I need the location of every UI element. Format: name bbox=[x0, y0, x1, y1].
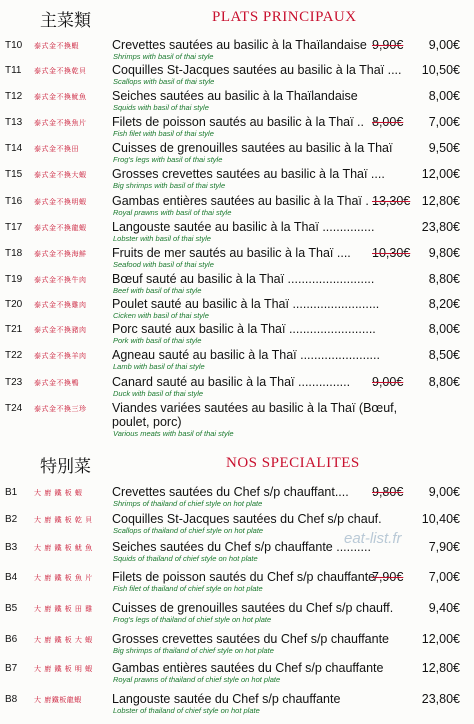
item-name: Bœuf sauté au basilic à la Thaï ......................... bbox=[112, 272, 375, 286]
item-name: Coquilles St-Jacques sautées du Chef s/p chauf. bbox=[112, 512, 382, 526]
item-name: Seiches sautées au basilic à la Thaïlandaise bbox=[112, 89, 358, 103]
menu-item bbox=[0, 601, 474, 627]
item-subtitle: Duck with basil of thai style bbox=[113, 389, 204, 398]
menu-item bbox=[0, 570, 474, 596]
item-code: B6 bbox=[5, 634, 18, 645]
section-title-zh: 特別菜 bbox=[40, 457, 91, 477]
item-code: T19 bbox=[5, 274, 23, 285]
item-code: B7 bbox=[5, 663, 18, 674]
item-subtitle: Various meats with basil of thai style bbox=[113, 429, 234, 438]
item-name: Filets de poisson sautés au basilic à la Thaï .. bbox=[112, 115, 364, 129]
menu-item bbox=[0, 661, 474, 687]
item-name: Porc sauté aux basilic à la Thaï ......................... bbox=[112, 322, 376, 336]
item-name: Crevettes sautées du Chef s/p chauffant.... bbox=[112, 485, 349, 499]
item-code: T24 bbox=[5, 403, 23, 414]
section-title-zh: 主菜類 bbox=[40, 11, 91, 31]
item-subtitle: Fish filet of thailand of chief style on hot plate bbox=[113, 584, 263, 593]
item-subtitle: Lobster of thailand of chief style on hot plate bbox=[113, 706, 260, 715]
item-subtitle: Pork with basil of thai style bbox=[113, 336, 202, 345]
item-name-zh: 大 廚 鐵 板 乾 貝 bbox=[34, 516, 93, 524]
menu-item bbox=[0, 167, 474, 193]
item-code: T16 bbox=[5, 196, 23, 207]
item-name-zh: 大 廚鐵板龍蝦 bbox=[34, 696, 82, 704]
item-name-zh: 泰式金不換乾貝 bbox=[34, 67, 87, 75]
item-price: 23,80€ bbox=[421, 692, 460, 706]
section-header-main bbox=[0, 6, 474, 30]
item-name-continued: poulet, porc) bbox=[112, 415, 182, 429]
item-code: T10 bbox=[5, 40, 23, 51]
item-name: Langouste sautée du Chef s/p chauffante bbox=[112, 692, 341, 706]
item-name-zh: 大 廚 鐵 板 大 蝦 bbox=[34, 636, 93, 644]
item-subtitle: Frog's legs of thailand of chief style on hot plate bbox=[113, 615, 272, 624]
item-name: Seiches sautées du Chef s/p chauffante .......... bbox=[112, 540, 371, 554]
item-code: T18 bbox=[5, 248, 23, 259]
item-subtitle: Fish filet with basil of thai style bbox=[113, 129, 214, 138]
item-code: B5 bbox=[5, 603, 18, 614]
item-code: T14 bbox=[5, 143, 23, 154]
item-name: Filets de poisson sautés du Chef s/p chauffante bbox=[112, 570, 376, 584]
item-price: 9,80€ bbox=[428, 246, 460, 260]
item-code: T12 bbox=[5, 91, 23, 102]
item-old-price: 8,00€ bbox=[372, 115, 404, 129]
item-price: 23,80€ bbox=[421, 220, 460, 234]
item-name-zh: 泰式金不換田 bbox=[34, 145, 79, 153]
item-price: 7,90€ bbox=[428, 540, 460, 554]
item-subtitle: Big shrimps with basil of thai style bbox=[113, 181, 226, 190]
item-subtitle: Royal prawns with basil of thai style bbox=[113, 208, 232, 217]
item-subtitle: Scallops with basil of thai style bbox=[113, 77, 215, 86]
item-old-price: 7,90€ bbox=[372, 570, 404, 584]
item-name-zh: 大 廚 鐵 板 魷 魚 bbox=[34, 544, 93, 552]
item-name: Fruits de mer sautés au basilic à la Thaï .... bbox=[112, 246, 351, 260]
item-code: T15 bbox=[5, 169, 23, 180]
item-name-zh: 泰式金不換大蝦 bbox=[34, 171, 87, 179]
menu-item bbox=[0, 220, 474, 246]
item-name: Canard sauté au basilic à la Thaï ............... bbox=[112, 375, 351, 389]
item-price: 9,00€ bbox=[428, 485, 460, 499]
item-price: 12,80€ bbox=[421, 661, 460, 675]
item-price: 8,80€ bbox=[428, 272, 460, 286]
item-old-price: 9,90€ bbox=[372, 38, 404, 52]
section-title-fr: NOS SPECIALITES bbox=[226, 455, 360, 471]
menu-item bbox=[0, 194, 474, 220]
item-name-zh: 泰式金不換豬肉 bbox=[34, 326, 87, 334]
item-price: 9,50€ bbox=[428, 141, 460, 155]
item-code: T13 bbox=[5, 117, 23, 128]
item-subtitle: Seafood with basil of thai style bbox=[113, 260, 214, 269]
watermark: eat-list.fr bbox=[344, 530, 402, 547]
item-name-zh: 泰式金不換鴨 bbox=[34, 379, 79, 387]
menu-item bbox=[0, 512, 474, 538]
menu-item bbox=[0, 322, 474, 348]
item-code: T21 bbox=[5, 324, 23, 335]
item-name-zh: 泰式金不換魚片 bbox=[34, 119, 87, 127]
item-name: Langouste sautée au basilic à la Thaï ............... bbox=[112, 220, 375, 234]
item-subtitle: Beef with basil of thai style bbox=[113, 286, 202, 295]
item-price: 9,40€ bbox=[428, 601, 460, 615]
menu-item bbox=[0, 375, 474, 401]
item-price: 8,00€ bbox=[428, 322, 460, 336]
item-subtitle: Royal prawns of thailand of chief style on hot plate bbox=[113, 675, 281, 684]
menu-item bbox=[0, 485, 474, 511]
item-name: Grosses crevettes sautées du Chef s/p chauffante bbox=[112, 632, 390, 646]
menu-item bbox=[0, 632, 474, 658]
item-price: 8,00€ bbox=[428, 89, 460, 103]
item-name-zh: 大 廚 鐵 板 魚 片 bbox=[34, 574, 93, 582]
item-code: B3 bbox=[5, 542, 18, 553]
item-name-zh: 泰式金不換蝦 bbox=[34, 42, 79, 50]
item-name-zh: 泰式金不換海鮮 bbox=[34, 250, 87, 258]
item-price: 10,40€ bbox=[421, 512, 460, 526]
item-code: T17 bbox=[5, 222, 23, 233]
item-subtitle: Squids of thailand of chief style on hot plate bbox=[113, 554, 258, 563]
item-subtitle: Shrimps with basil of thai style bbox=[113, 52, 214, 61]
item-code: B2 bbox=[5, 514, 18, 525]
item-name: Crevettes sautées au basilic à la Thaïlandaise bbox=[112, 38, 367, 52]
item-price: 8,80€ bbox=[428, 375, 460, 389]
item-name: Gambas entières sautées au basilic à la Thaï . bbox=[112, 194, 369, 208]
item-code: B8 bbox=[5, 694, 18, 705]
item-subtitle: Scallops of thailand of chief style on hot plate bbox=[113, 526, 264, 535]
item-name: Poulet sauté au basilic à la Thaï ......................... bbox=[112, 297, 380, 311]
item-code: T22 bbox=[5, 350, 23, 361]
item-name: Coquilles St-Jacques sautées au basilic à la Thaï .... bbox=[112, 63, 402, 77]
item-name-zh: 泰式金不換三珍 bbox=[34, 405, 87, 413]
menu-item bbox=[0, 272, 474, 298]
item-name: Viandes variées sautées au basilic à la Thaï (Bœuf, bbox=[112, 401, 398, 415]
menu-item bbox=[0, 89, 474, 115]
menu-item bbox=[0, 246, 474, 272]
menu-item bbox=[0, 401, 474, 441]
section-header-specials bbox=[0, 452, 474, 476]
item-name-zh: 泰式金不換魷魚 bbox=[34, 93, 87, 101]
item-code: B4 bbox=[5, 572, 18, 583]
item-price: 7,00€ bbox=[428, 570, 460, 584]
item-name: Grosses crevettes sautées au basilic à la Thaï .... bbox=[112, 167, 385, 181]
menu-item bbox=[0, 348, 474, 374]
item-name-zh: 大 廚 鐵 板 蝦 bbox=[34, 489, 83, 497]
menu-item bbox=[0, 38, 474, 64]
item-code: T11 bbox=[5, 65, 22, 76]
menu-item bbox=[0, 63, 474, 89]
menu-item bbox=[0, 115, 474, 141]
item-subtitle: Squids with basil of thai style bbox=[113, 103, 209, 112]
item-old-price: 9,00€ bbox=[372, 375, 404, 389]
menu-item bbox=[0, 540, 474, 566]
item-old-price: 9,80€ bbox=[372, 485, 404, 499]
menu-item bbox=[0, 297, 474, 323]
menu-item bbox=[0, 692, 474, 718]
item-code: T23 bbox=[5, 377, 23, 388]
item-name-zh: 泰式金不換龍蝦 bbox=[34, 224, 87, 232]
item-name: Cuisses de grenouilles sautées au basilic à la Thaï bbox=[112, 141, 393, 155]
item-subtitle: Lobster with basil of thai style bbox=[113, 234, 211, 243]
item-subtitle: Lamb with basil of thai style bbox=[113, 362, 205, 371]
item-subtitle: Frog's legs with basil of thai style bbox=[113, 155, 223, 164]
item-price: 12,00€ bbox=[421, 632, 460, 646]
item-name-zh: 大 廚 鐵 板 明 蝦 bbox=[34, 665, 93, 673]
section-title-fr: PLATS PRINCIPAUX bbox=[212, 9, 357, 25]
item-price: 12,80€ bbox=[421, 194, 460, 208]
item-subtitle: Cicken with basil of thai style bbox=[113, 311, 209, 320]
menu-item bbox=[0, 141, 474, 167]
item-old-price: 10,30€ bbox=[372, 246, 411, 260]
item-subtitle: Big shrimps of thailand of chief style on hot plate bbox=[113, 646, 274, 655]
item-name: Gambas entières sautées du Chef s/p chauffante bbox=[112, 661, 384, 675]
item-name-zh: 大 廚 鐵 板 田 雞 bbox=[34, 605, 93, 613]
item-code: T20 bbox=[5, 299, 23, 310]
item-name-zh: 泰式金不換雞肉 bbox=[34, 301, 87, 309]
item-old-price: 13,30€ bbox=[372, 194, 411, 208]
item-name-zh: 泰式金不換牛肉 bbox=[34, 276, 87, 284]
item-code: B1 bbox=[5, 487, 18, 498]
item-price: 12,00€ bbox=[421, 167, 460, 181]
item-name-zh: 泰式金不換明蝦 bbox=[34, 198, 87, 206]
item-price: 10,50€ bbox=[421, 63, 460, 77]
item-price: 8,50€ bbox=[428, 348, 460, 362]
item-name: Agneau sauté au basilic à la Thaï ....................... bbox=[112, 348, 380, 362]
item-name: Cuisses de grenouilles sautées du Chef s/p chauff. bbox=[112, 601, 394, 615]
item-subtitle: Shrimps of thailand of chief style on hot plate bbox=[113, 499, 263, 508]
item-price: 9,00€ bbox=[428, 38, 460, 52]
item-price: 8,20€ bbox=[428, 297, 460, 311]
item-name-zh: 泰式金不換羊肉 bbox=[34, 352, 87, 360]
item-price: 7,00€ bbox=[428, 115, 460, 129]
